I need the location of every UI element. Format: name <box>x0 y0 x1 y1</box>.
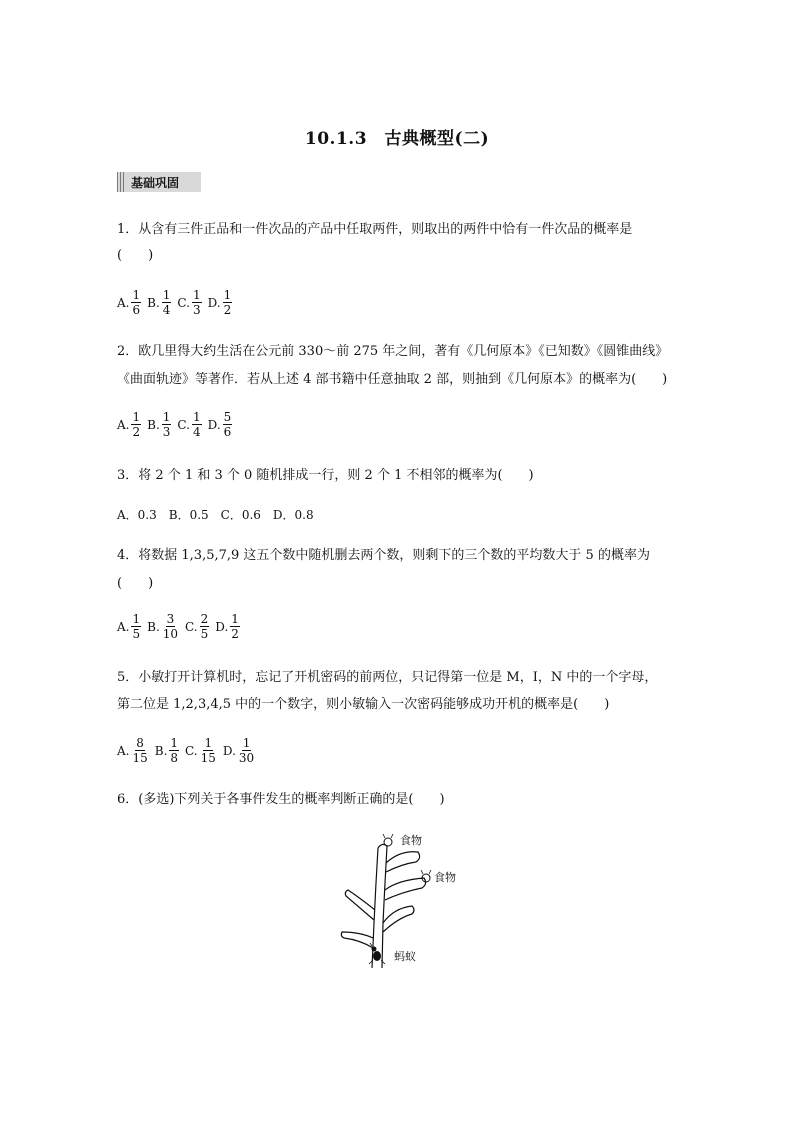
numerator: 3 <box>166 612 175 626</box>
section-tag-bars <box>117 172 125 192</box>
denominator: 2 <box>223 303 232 317</box>
numerator: 2 <box>200 612 209 626</box>
numerator: 1 <box>132 612 141 626</box>
option-letter: A. <box>117 619 130 634</box>
denominator: 6 <box>223 425 232 439</box>
option-fraction <box>223 288 233 317</box>
q5-option-a[interactable] <box>117 736 149 765</box>
denominator: 4 <box>162 303 171 317</box>
q1-text-line1: 1．从含有三件正品和一件次品的产品中任取两件，则取出的两件中恰有一件次品的概率是 <box>117 222 633 237</box>
q3-options[interactable]: A．0.3 B．0.5 C．0.6 D．0.8 <box>117 508 314 522</box>
option-fraction <box>200 736 217 765</box>
denominator: 2 <box>132 425 141 439</box>
food-icon-1 <box>383 834 393 846</box>
option-letter: C. <box>177 417 190 432</box>
q2-option-b[interactable] <box>147 410 171 439</box>
numerator: 8 <box>136 736 144 750</box>
section-tag <box>117 172 201 192</box>
q5-option-d[interactable] <box>223 736 255 765</box>
option-fraction <box>192 288 202 317</box>
option-fraction <box>230 612 240 641</box>
branch-upper-right <box>386 852 420 872</box>
denominator: 15 <box>200 751 216 765</box>
denominator: 5 <box>132 627 141 641</box>
ant-label: 蚂蚁 <box>394 950 416 963</box>
page-title: 10.1.3 古典概型(二) <box>304 129 490 149</box>
option-letter: D. <box>207 417 221 432</box>
q4-options <box>117 612 246 641</box>
q2-option-a[interactable] <box>117 410 141 439</box>
food-label-1: 食物 <box>400 834 422 847</box>
food-icon-2 <box>421 870 431 882</box>
option-fraction <box>162 410 172 439</box>
q1-option-b[interactable] <box>147 288 171 317</box>
option-fraction <box>238 736 255 765</box>
numerator: 1 <box>170 736 179 750</box>
denominator: 3 <box>162 425 171 439</box>
q2-text-line1: 2．欧几里得大约生活在公元前 330～前 275 年之间，著有《几何原本》《已知数》《圆锥曲线》 <box>117 344 669 359</box>
q2-option-d[interactable] <box>208 410 233 439</box>
q4-option-c[interactable] <box>185 612 209 641</box>
q4-option-b[interactable] <box>147 612 179 641</box>
numerator: 1 <box>223 288 232 302</box>
q3-text-line1: 3．将 2 个 1 和 3 个 0 随机排成一行，则 2 个 1 不相邻的概率为( ) <box>117 468 534 483</box>
denominator: 3 <box>192 303 201 317</box>
trunk-right <box>382 846 387 968</box>
q1-options <box>117 288 238 317</box>
numerator: 1 <box>132 410 141 424</box>
branch-middle-right <box>385 878 426 900</box>
option-fraction <box>131 736 148 765</box>
denominator: 30 <box>238 751 255 765</box>
denominator: 6 <box>132 303 141 317</box>
option-letter: D. <box>222 743 236 758</box>
q5-text-line1: 5．小敏打开计算机时，忘记了开机密码的前两位，只记得第一位是 M，I，N 中的一个字母， <box>117 670 658 685</box>
option-fraction <box>162 612 179 641</box>
denominator: 2 <box>231 627 239 641</box>
q5-text-line2: 第二位是 1,2,3,4,5 中的一个数字，则小敏输入一次密码能够成功开机的概率是( ) <box>117 697 610 712</box>
food-label-2: 食物 <box>434 871 456 884</box>
tree-figure <box>330 828 470 978</box>
denominator: 15 <box>132 751 148 765</box>
q4-text-line1: 4．将数据 1,3,5,7,9 这五个数中随机删去两个数，则剩下的三个数的平均数大于 5 的概率为 <box>117 548 650 563</box>
option-letter: A. <box>117 295 130 310</box>
denominator: 5 <box>200 627 209 641</box>
q4-option-a[interactable] <box>117 612 141 641</box>
q5-options <box>117 736 261 765</box>
option-letter: C. <box>177 295 190 310</box>
q1-option-d[interactable] <box>208 288 233 317</box>
q6-text-line1: 6．(多选)下列关于各事件发生的概率判断正确的是( ) <box>117 792 445 807</box>
numerator: 5 <box>223 410 232 424</box>
option-fraction <box>200 612 210 641</box>
option-letter: A. <box>117 417 130 432</box>
q1-text-line2: ( ) <box>117 248 154 263</box>
denominator: 4 <box>192 425 201 439</box>
numerator: 1 <box>132 288 141 302</box>
option-letter: C. <box>185 619 198 634</box>
numerator: 1 <box>162 410 171 424</box>
option-letter: B. <box>147 295 160 310</box>
option-letter: C. <box>185 743 198 758</box>
numerator: 1 <box>204 736 213 750</box>
q4-option-d[interactable] <box>215 612 240 641</box>
q2-options <box>117 410 238 439</box>
numerator: 1 <box>192 410 201 424</box>
numerator: 1 <box>231 612 239 626</box>
q2-text-line2: 《曲面轨迹》等著作．若从上述 4 部书籍中任意抽取 2 部，则抽到《几何原本》的概率为( ) <box>117 372 668 387</box>
option-fraction <box>131 410 141 439</box>
numerator: 1 <box>192 288 201 302</box>
option-letter: D. <box>215 619 229 634</box>
branch-lower-right <box>383 906 414 932</box>
branch-left <box>345 890 375 920</box>
option-letter: D. <box>207 295 221 310</box>
option-fraction <box>169 736 179 765</box>
denominator: 8 <box>170 751 179 765</box>
option-fraction <box>223 410 233 439</box>
option-letter: B. <box>147 619 160 634</box>
option-fraction <box>131 288 141 317</box>
option-fraction <box>131 612 141 641</box>
option-letter: B. <box>147 417 160 432</box>
q4-text-line2: ( ) <box>117 576 154 591</box>
numerator: 1 <box>162 288 171 302</box>
section-tag-label: 基础巩固 <box>131 175 180 190</box>
q1-option-c[interactable] <box>177 288 201 317</box>
branch-lower-left <box>341 932 373 948</box>
q2-option-c[interactable] <box>177 410 201 439</box>
option-letter: A. <box>117 743 130 758</box>
option-fraction <box>162 288 172 317</box>
option-letter: B. <box>154 743 168 758</box>
denominator: 10 <box>162 627 179 641</box>
numerator: 1 <box>242 736 251 750</box>
q5-option-c[interactable] <box>185 736 217 765</box>
option-fraction <box>192 410 202 439</box>
q1-option-a[interactable] <box>117 288 141 317</box>
q5-option-b[interactable] <box>155 736 179 765</box>
